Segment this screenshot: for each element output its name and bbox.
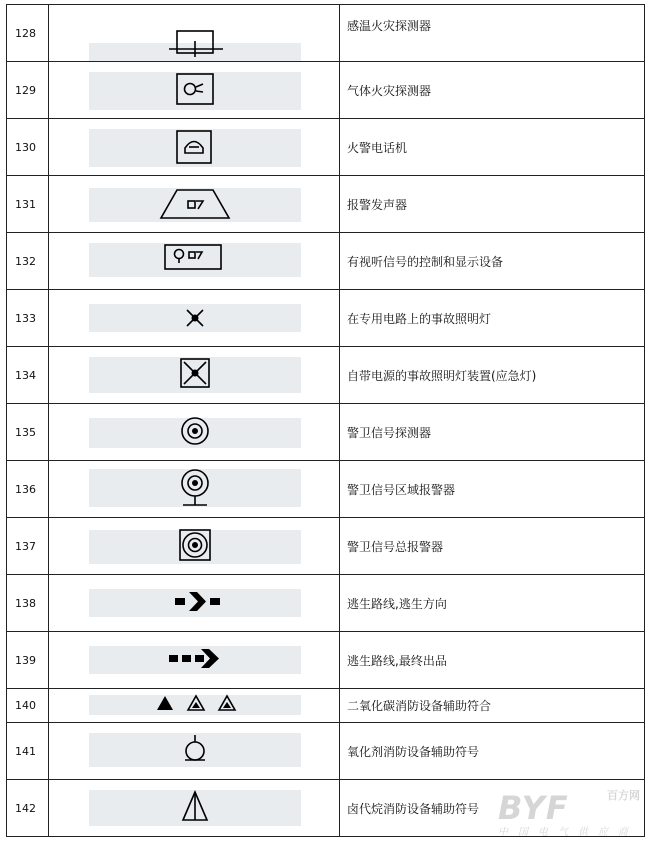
- watermark-logo: BYF: [498, 789, 569, 827]
- symbol-cell: [49, 5, 340, 62]
- symbol-description: 氧化剂消防设备辅助符号: [340, 723, 645, 780]
- symbol-number: 137: [7, 518, 49, 575]
- symbol-cell: [49, 632, 340, 689]
- symbol-cell: [49, 575, 340, 632]
- table-row: [7, 632, 645, 689]
- audiovisual-control-icon: [89, 241, 301, 281]
- symbol-description: 逃生路线,逃生方向: [340, 575, 645, 632]
- alarm-sounder-icon: [89, 186, 301, 226]
- table-row: [7, 5, 645, 62]
- symbol-cell: [49, 780, 340, 837]
- table-row: [7, 575, 645, 632]
- symbol-number: 140: [7, 689, 49, 723]
- symbol-description: 有视听信号的控制和显示设备: [340, 233, 645, 290]
- security-master-alarm-icon: [89, 528, 301, 568]
- symbol-cell: [49, 689, 340, 723]
- symbol-number: 138: [7, 575, 49, 632]
- symbol-cell: [49, 404, 340, 461]
- symbol-description: 在专用电路上的事故照明灯: [340, 290, 645, 347]
- symbol-number: 132: [7, 233, 49, 290]
- symbol-cell: [49, 461, 340, 518]
- symbol-description: 逃生路线,最终出品: [340, 632, 645, 689]
- table-row: [7, 689, 645, 723]
- symbol-description: 报警发声器: [340, 176, 645, 233]
- table-row: [7, 290, 645, 347]
- emergency-light-icon: [89, 302, 301, 342]
- security-zone-alarm-icon: [89, 467, 301, 507]
- halon-auxiliary-icon: [89, 788, 301, 828]
- symbol-number: 142: [7, 780, 49, 837]
- table-row: [7, 461, 645, 518]
- symbol-number: 139: [7, 632, 49, 689]
- watermark-logo-cn: 百方网: [607, 789, 640, 802]
- symbol-number: 130: [7, 119, 49, 176]
- co2-auxiliary-icon: [89, 692, 301, 716]
- symbol-cell: [49, 723, 340, 780]
- symbol-description: 感温火灾探测器: [340, 5, 645, 62]
- symbol-number: 131: [7, 176, 49, 233]
- symbol-cell: [49, 290, 340, 347]
- table-row: [7, 119, 645, 176]
- symbol-description: 气体火灾探测器: [340, 62, 645, 119]
- symbol-description: 警卫信号总报警器: [340, 518, 645, 575]
- symbol-number: 128: [7, 5, 49, 62]
- table-row: [7, 176, 645, 233]
- symbol-number: 135: [7, 404, 49, 461]
- symbol-table: [6, 4, 645, 837]
- fire-telephone-icon: [89, 127, 301, 167]
- watermark-subtitle: 中国电气供应商: [498, 827, 638, 838]
- symbol-description: 火警电话机: [340, 119, 645, 176]
- symbol-description: 卤代烷消防设备辅助符号: [340, 780, 645, 837]
- table-row: [7, 404, 645, 461]
- symbol-number: 133: [7, 290, 49, 347]
- symbol-number: 141: [7, 723, 49, 780]
- table-row: [7, 347, 645, 404]
- symbol-cell: [49, 233, 340, 290]
- table-row: [7, 780, 645, 837]
- symbol-description: 二氧化碳消防设备辅助符合: [340, 689, 645, 723]
- self-powered-emergency-light-icon: [89, 355, 301, 395]
- table-row: [7, 62, 645, 119]
- escape-direction-icon: [89, 587, 301, 627]
- symbol-number: 136: [7, 461, 49, 518]
- symbol-description: 警卫信号区域报警器: [340, 461, 645, 518]
- symbol-number: 134: [7, 347, 49, 404]
- symbol-cell: [49, 347, 340, 404]
- escape-final-exit-icon: [89, 644, 301, 684]
- symbol-number: 129: [7, 62, 49, 119]
- symbol-cell: [49, 119, 340, 176]
- symbol-cell: [49, 62, 340, 119]
- symbol-description: 警卫信号探测器: [340, 404, 645, 461]
- table-row: [7, 723, 645, 780]
- table-row: [7, 518, 645, 575]
- gas-detector-icon: [89, 70, 301, 110]
- table-row: [7, 233, 645, 290]
- symbol-description: 自带电源的事故照明灯装置(应急灯): [340, 347, 645, 404]
- security-detector-icon: [89, 416, 301, 456]
- symbol-cell: [49, 176, 340, 233]
- symbol-cell: [49, 518, 340, 575]
- oxidant-auxiliary-icon: [89, 731, 301, 771]
